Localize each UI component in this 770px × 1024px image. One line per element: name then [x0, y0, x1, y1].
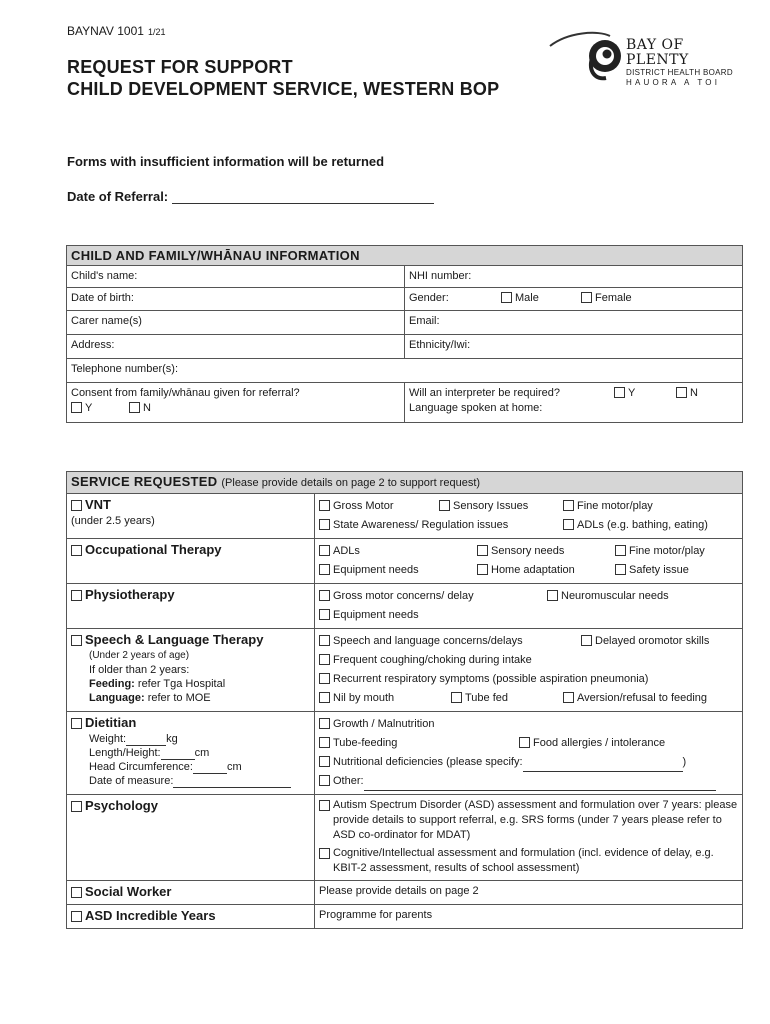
vnt-sensory-label: Sensory Issues [453, 500, 529, 512]
diet-length-row [71, 746, 310, 760]
asd-incredible-years-label: ASD Incredible Years [85, 908, 216, 923]
physio-options [315, 584, 743, 629]
social-worker-detail: Please provide details on page 2 [315, 881, 743, 905]
vnt-options [315, 494, 743, 539]
service-vnt [67, 494, 315, 539]
interpreter-yes-label: Y [628, 387, 636, 399]
slt-feeding-text: refer Tga Hospital [137, 678, 226, 690]
service-requested-table [66, 471, 743, 929]
slt-respiratory-label: Recurrent respiratory symptoms (possible aspiration pneumonia) [333, 673, 649, 685]
diet-head-field[interactable] [193, 763, 227, 774]
service-dietitian [67, 712, 315, 795]
form-version: 1/21 [147, 27, 166, 37]
slt-older-note: If older than 2 years: [89, 664, 190, 676]
physio-gross-motor-checkbox[interactable] [319, 590, 330, 601]
diet-measure-label: Date of measure: [89, 775, 174, 787]
consent-yes-label: Y [85, 402, 93, 414]
slt-language-label: Language: [89, 692, 145, 704]
interpreter-no-label: N [690, 387, 698, 399]
diet-weight-field[interactable] [126, 735, 166, 746]
slt-oromotor-label: Delayed oromotor skills [595, 635, 710, 647]
insufficient-info-notice: Forms with insufficient information will be returned [67, 154, 385, 169]
diet-other-label: Other: [333, 775, 364, 787]
slt-coughing-label: Frequent coughing/choking during intake [333, 654, 532, 666]
ot-adls-checkbox[interactable] [319, 545, 330, 556]
service-asd-incredible-years [67, 905, 315, 929]
psych-asd-label: Autism Spectrum Disorder (ASD) assessment and formulation over 7 years: please provide details to support referral, e.g. SRS forms (under 7 years please refer to ASD co-ordinator for MDAT) [333, 799, 738, 841]
form-code-text: BAYNAV 1001 [67, 24, 144, 38]
social-worker-checkbox[interactable] [71, 887, 82, 898]
vnt-age-note: (under 2.5 years) [71, 515, 155, 527]
ot-options [315, 539, 743, 584]
ot-equipment-checkbox[interactable] [319, 564, 330, 575]
diet-head-unit: cm [226, 761, 242, 773]
physio-neuromuscular-checkbox[interactable] [547, 590, 558, 601]
slt-checkbox[interactable] [71, 635, 82, 646]
ot-fine-motor-checkbox[interactable] [615, 545, 626, 556]
service-slt [67, 629, 315, 712]
slt-options [315, 629, 743, 712]
service-heading [67, 472, 743, 494]
service-heading-text: SERVICE REQUESTED [71, 474, 218, 489]
physio-equipment-label: Equipment needs [333, 609, 419, 621]
slt-speech-checkbox[interactable] [319, 635, 330, 646]
diet-head-label: Head Circumference: [89, 761, 193, 773]
diet-tube-feeding-label: Tube-feeding [333, 737, 398, 749]
telephone-label: Telephone number(s): [71, 363, 179, 375]
diet-growth-label: Growth / Malnutrition [333, 718, 435, 730]
diet-other-checkbox[interactable] [319, 775, 330, 786]
nhi-label: NHI number: [409, 270, 472, 282]
vnt-state-awareness-checkbox[interactable] [319, 519, 330, 530]
ot-safety-checkbox[interactable] [615, 564, 626, 575]
slt-speech-label: Speech and language concerns/delays [333, 635, 523, 647]
gender-male-label: Male [515, 292, 539, 304]
diet-weight-unit: kg [166, 733, 178, 745]
consent-yes-checkbox[interactable] [71, 402, 82, 413]
diet-measure-field[interactable] [173, 777, 291, 788]
vnt-label: VNT [85, 497, 111, 512]
form-code [67, 24, 165, 38]
nhi-field[interactable] [405, 266, 743, 288]
slt-tube-fed-label: Tube fed [465, 692, 509, 704]
ot-sensory-label: Sensory needs [491, 545, 565, 557]
diet-measure-row [71, 774, 310, 788]
physio-gross-motor-label: Gross motor concerns/ delay [333, 590, 474, 602]
date-of-referral-field[interactable] [172, 192, 434, 204]
ot-home-adaptation-checkbox[interactable] [477, 564, 488, 575]
vnt-adls-label: ADLs (e.g. bathing, eating) [577, 519, 708, 531]
vnt-sensory-checkbox[interactable] [439, 500, 450, 511]
bop-dhb-logo [548, 28, 748, 87]
ot-label: Occupational Therapy [85, 542, 222, 557]
vnt-checkbox[interactable] [71, 500, 82, 511]
diet-other-field[interactable] [364, 780, 716, 791]
child-family-heading: CHILD AND FAMILY/WHĀNAU INFORMATION [67, 246, 743, 266]
ot-checkbox[interactable] [71, 545, 82, 556]
consent-field [67, 383, 405, 423]
diet-weight-row [71, 732, 310, 746]
diet-deficiencies-checkbox[interactable] [319, 756, 330, 767]
dob-label: Date of birth: [71, 292, 134, 304]
slt-feeding-label: Feeding: [89, 678, 135, 690]
vnt-fine-motor-checkbox[interactable] [563, 500, 574, 511]
ot-fine-motor-label: Fine motor/play [629, 545, 705, 557]
diet-weight-label: Weight: [89, 733, 127, 745]
diet-allergies-label: Food allergies / intolerance [533, 737, 666, 749]
slt-nil-by-mouth-label: Nil by mouth [333, 692, 395, 704]
service-psychology [67, 795, 315, 881]
slt-respiratory-checkbox[interactable] [319, 673, 330, 684]
dietitian-label: Dietitian [85, 715, 137, 730]
service-social-worker [67, 881, 315, 905]
slt-language-note [71, 691, 310, 705]
childs-name-label: Child's name: [71, 270, 138, 282]
diet-deficiencies-label: Nutritional deficiencies (please specify: [333, 756, 523, 768]
diet-length-field[interactable] [161, 749, 195, 760]
ethnicity-label: Ethnicity/Iwi: [409, 339, 471, 351]
logo-line-3: HAUORA A TOI [626, 78, 721, 87]
diet-growth-checkbox[interactable] [319, 718, 330, 729]
service-physio [67, 584, 315, 629]
psych-cognitive-checkbox[interactable] [319, 848, 330, 859]
interpreter-no-checkbox[interactable] [676, 387, 687, 398]
childs-name-field[interactable] [67, 266, 405, 288]
ethnicity-field[interactable] [405, 335, 743, 359]
interpreter-field [405, 383, 743, 423]
vnt-state-awareness-label: State Awareness/ Regulation issues [333, 519, 509, 531]
slt-tube-fed-checkbox[interactable] [451, 692, 462, 703]
address-label: Address: [71, 339, 115, 351]
address-field[interactable] [67, 335, 405, 359]
vnt-gross-motor-checkbox[interactable] [319, 500, 330, 511]
physio-equipment-checkbox[interactable] [319, 609, 330, 620]
gender-male-checkbox[interactable] [501, 292, 512, 303]
social-worker-label: Social Worker [85, 884, 172, 899]
child-family-table [66, 245, 743, 423]
gender-female-label: Female [595, 292, 632, 304]
consent-no-checkbox[interactable] [129, 402, 140, 413]
vnt-fine-motor-label: Fine motor/play [577, 500, 653, 512]
logo-line-1: BAY OF PLENTY [626, 37, 689, 68]
service-ot [67, 539, 315, 584]
diet-deficiencies-field[interactable] [523, 761, 683, 772]
diet-allergies-checkbox[interactable] [519, 737, 530, 748]
date-of-referral-label: Date of Referral: [67, 189, 169, 204]
diet-deficiencies-close: ) [682, 756, 687, 768]
asd-incredible-years-checkbox[interactable] [71, 911, 82, 922]
language-home-label: Language spoken at home: [409, 402, 543, 414]
logo-line-2: DISTRICT HEALTH BOARD [626, 68, 733, 77]
service-heading-note: (Please provide details on page 2 to support request) [221, 477, 481, 489]
interpreter-yes-checkbox[interactable] [614, 387, 625, 398]
email-label: Email: [409, 315, 440, 327]
physio-neuromuscular-label: Neuromuscular needs [561, 590, 669, 602]
dietitian-checkbox[interactable] [71, 718, 82, 729]
psychology-checkbox[interactable] [71, 801, 82, 812]
ot-home-adaptation-label: Home adaptation [491, 564, 575, 576]
page-title: REQUEST FOR SUPPORT [67, 57, 293, 77]
page-subtitle: CHILD DEVELOPMENT SERVICE, WESTERN BOP [67, 79, 500, 99]
consent-label: Consent from family/whānau given for referral? [71, 387, 300, 399]
asd-incredible-years-detail: Programme for parents [315, 905, 743, 929]
physio-label: Physiotherapy [85, 587, 175, 602]
dietitian-options [315, 712, 743, 795]
diet-tube-feeding-checkbox[interactable] [319, 737, 330, 748]
slt-label: Speech & Language Therapy [85, 632, 264, 647]
slt-nil-by-mouth-checkbox[interactable] [319, 692, 330, 703]
psychology-options [315, 795, 743, 881]
diet-length-label: Length/Height: [89, 747, 161, 759]
vnt-gross-motor-label: Gross Motor [333, 500, 394, 512]
slt-feeding-note [71, 677, 310, 691]
carer-label: Carer name(s) [71, 315, 142, 327]
diet-head-row [71, 760, 310, 774]
ot-equipment-label: Equipment needs [333, 564, 419, 576]
carer-field[interactable] [67, 311, 405, 335]
gender-field [405, 288, 743, 311]
diet-length-unit: cm [194, 747, 210, 759]
psych-asd-checkbox[interactable] [319, 800, 330, 811]
ot-sensory-checkbox[interactable] [477, 545, 488, 556]
slt-language-text: refer to MOE [147, 692, 211, 704]
slt-oromotor-checkbox[interactable] [581, 635, 592, 646]
telephone-field[interactable] [67, 359, 743, 383]
email-field[interactable] [405, 311, 743, 335]
dob-field[interactable] [67, 288, 405, 311]
interpreter-label: Will an interpreter be required? [409, 387, 561, 399]
gender-label: Gender: [409, 292, 449, 304]
consent-no-label: N [143, 402, 151, 414]
date-of-referral [67, 189, 434, 204]
slt-coughing-checkbox[interactable] [319, 654, 330, 665]
physio-checkbox[interactable] [71, 590, 82, 601]
gender-female-checkbox[interactable] [581, 292, 592, 303]
psychology-label: Psychology [85, 798, 158, 813]
ot-safety-label: Safety issue [629, 564, 689, 576]
koru-icon [548, 28, 628, 84]
ot-adls-label: ADLs [333, 545, 360, 557]
slt-aversion-checkbox[interactable] [563, 692, 574, 703]
vnt-adls-checkbox[interactable] [563, 519, 574, 530]
psych-cognitive-label: Cognitive/Intellectual assessment and formulation (incl. evidence of delay, e.g. KBIT-2 assessment, results of school assessment) [333, 847, 714, 874]
slt-aversion-label: Aversion/refusal to feeding [577, 692, 708, 704]
slt-age-note: (Under 2 years of age) [89, 650, 190, 661]
